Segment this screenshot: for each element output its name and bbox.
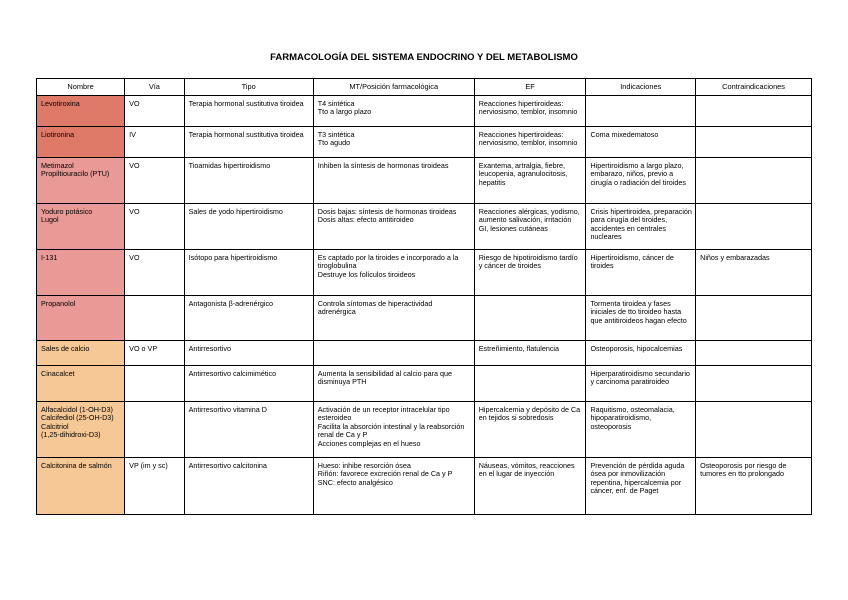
cell-indicaciones xyxy=(586,96,696,127)
cell-contraindicaciones xyxy=(696,127,812,158)
cell-nombre-line: I-131 xyxy=(41,253,58,262)
cell-nombre-line: Yoduro potásico xyxy=(41,207,93,216)
cell-ef-line: Hipercalcemia y depósito de Ca en tejidos si sobredosis xyxy=(478,405,581,423)
table-row xyxy=(37,341,812,366)
cell-ef-line: Estreñimiento, flatulencia xyxy=(478,344,560,353)
cell-via: VP (im y sc) xyxy=(125,458,184,515)
cell-indicaciones xyxy=(586,204,696,250)
cell-mt xyxy=(313,296,474,341)
cell-ef xyxy=(474,341,586,366)
cell-ef xyxy=(474,458,586,515)
cell-contraindicaciones: Osteoporosis por riesgo de tumores en tto prolongado xyxy=(696,458,812,515)
cell-nombre-line: Propiltiouracilo (PTU) xyxy=(41,169,110,179)
cell-via: VO o VP xyxy=(125,341,184,366)
cell-contraindicaciones xyxy=(696,158,812,204)
cell-indicaciones-line: Hiperparatiroidismo secundario y carcinoma paratiroideo xyxy=(590,369,690,387)
cell-contraindicaciones xyxy=(696,96,812,127)
cell-indicaciones xyxy=(586,458,696,515)
cell-contraindicaciones: Niños y embarazadas xyxy=(696,250,812,296)
cell-contraindicaciones xyxy=(696,366,812,402)
cell-ef xyxy=(474,250,586,296)
cell-nombre-line: Sales de calcio xyxy=(41,344,90,353)
header-mt: MT/Posición farmacológica xyxy=(313,79,474,96)
table-row xyxy=(37,296,812,341)
cell-ef-line: Exantema, artralgia, fiebre, leucopenia, agranulocitosis, hepatitis xyxy=(478,161,568,187)
cell-indicaciones xyxy=(586,250,696,296)
cell-mt-line: Dosis altas: efecto antitiroideo xyxy=(317,215,414,225)
table-row xyxy=(37,366,812,402)
cell-mt-line: Controla síntomas de hiperactividad adrenérgica xyxy=(317,299,433,317)
cell-indicaciones xyxy=(586,296,696,341)
cell-tipo-line: Antirresortivo xyxy=(188,344,231,353)
cell-indicaciones-line: Hipertiroidismo a largo plazo, embarazo, niños, previo a cirugía o radiación del tiroides xyxy=(590,161,686,187)
header-row xyxy=(37,79,812,96)
pharmacology-table xyxy=(36,78,812,515)
table-row xyxy=(37,127,812,158)
cell-tipo xyxy=(184,250,313,296)
cell-nombre-line: Lugol xyxy=(41,215,59,225)
cell-via: VO xyxy=(125,158,184,204)
cell-via: IV xyxy=(125,127,184,158)
cell-mt xyxy=(313,96,474,127)
cell-tipo xyxy=(184,341,313,366)
cell-mt xyxy=(313,250,474,296)
cell-tipo xyxy=(184,127,313,158)
cell-indicaciones-line: Osteoporosis, hipocalcemias xyxy=(590,344,683,353)
cell-mt-line: SNC: efecto analgésico xyxy=(317,477,393,487)
cell-ef xyxy=(474,204,586,250)
cell-mt-line: Acciones complejas en el hueso xyxy=(317,438,421,448)
cell-nombre-line: Alfacalcidol (1-OH-D3) xyxy=(41,405,113,414)
cell-mt-line: Tto agudo xyxy=(317,138,351,148)
header-indicaciones: Indicaciones xyxy=(586,79,696,96)
cell-ef xyxy=(474,296,586,341)
cell-mt-line: Inhiben la síntesis de hormonas tiroideas xyxy=(317,161,449,170)
cell-ef-line: Reacciones alérgicas, yodismo, aumento salivación, irritación GI, lesiones cutáneas xyxy=(478,207,580,233)
cell-indicaciones xyxy=(586,366,696,402)
cell-mt-line: T4 sintética xyxy=(317,99,355,108)
cell-tipo xyxy=(184,296,313,341)
cell-mt xyxy=(313,158,474,204)
cell-via: VO xyxy=(125,96,184,127)
cell-mt-line: Hueso: inhibe resorción ósea xyxy=(317,461,411,470)
header-via: Vía xyxy=(125,79,184,96)
cell-mt-line: Tto a largo plazo xyxy=(317,107,372,117)
cell-ef-line: Náuseas, vómitos, reacciones en el lugar de inyección xyxy=(478,461,575,479)
cell-nombre-line: Levotiroxina xyxy=(41,99,80,108)
cell-nombre xyxy=(37,96,125,127)
cell-mt xyxy=(313,402,474,458)
cell-mt xyxy=(313,458,474,515)
cell-tipo xyxy=(184,204,313,250)
cell-mt xyxy=(313,366,474,402)
cell-ef-line: Reacciones hipertiroideas: nerviosismo, temblor, insomnio xyxy=(478,130,578,148)
cell-indicaciones xyxy=(586,402,696,458)
cell-tipo-line: Isótopo para hipertiroidismo xyxy=(188,253,278,262)
cell-mt xyxy=(313,204,474,250)
header-ef: EF xyxy=(474,79,586,96)
cell-via: VO xyxy=(125,204,184,250)
cell-mt xyxy=(313,341,474,366)
cell-mt-line: Activación de un receptor intracelular tipo esteroideo xyxy=(317,405,450,423)
page-title: FARMACOLOGÍA DEL SISTEMA ENDOCRINO Y DEL METABOLISMO xyxy=(270,52,578,63)
cell-contraindicaciones xyxy=(696,204,812,250)
cell-nombre-line: (1,25-dihidroxi-D3) xyxy=(41,430,101,440)
cell-ef xyxy=(474,158,586,204)
cell-indicaciones xyxy=(586,127,696,158)
header-tipo: Tipo xyxy=(184,79,313,96)
cell-nombre xyxy=(37,341,125,366)
table-row xyxy=(37,158,812,204)
cell-tipo-line: Antagonista β-adrenérgico xyxy=(188,299,274,308)
cell-tipo-line: Antirresortivo vitamina D xyxy=(188,405,267,414)
cell-tipo-line: Antirresortivo calcimimético xyxy=(188,369,277,378)
cell-tipo xyxy=(184,458,313,515)
cell-ef xyxy=(474,402,586,458)
cell-indicaciones xyxy=(586,158,696,204)
cell-mt-line: Es captado por la tiroides e incorporado a la tiroglobulina xyxy=(317,253,459,271)
table-row xyxy=(37,402,812,458)
cell-nombre-line: Calcitriol xyxy=(41,421,69,431)
cell-nombre xyxy=(37,296,125,341)
cell-mt-line: Dosis bajas: síntesis de hormonas tiroideas xyxy=(317,207,457,216)
cell-mt-line: Destruye los folículos tiroideos xyxy=(317,269,416,279)
cell-indicaciones-line: Coma mixedematoso xyxy=(590,130,659,139)
table-row xyxy=(37,250,812,296)
cell-indicaciones xyxy=(586,341,696,366)
cell-mt xyxy=(313,127,474,158)
cell-nombre xyxy=(37,402,125,458)
cell-via: VO xyxy=(125,250,184,296)
cell-nombre xyxy=(37,366,125,402)
cell-tipo-line: Antirresortivo calcitonina xyxy=(188,461,267,470)
header-contraindicaciones: Contraindicaciones xyxy=(696,79,812,96)
table-row xyxy=(37,458,812,515)
cell-indicaciones-line: Crisis hipertiroidea, preparación para cirugía del tiroides, accidentes en centrales nucleares xyxy=(590,207,692,242)
cell-ef xyxy=(474,96,586,127)
cell-mt-line: Facilita la absorción intestinal y la reabsorción renal de Ca y P xyxy=(317,421,465,440)
table-row xyxy=(37,204,812,250)
cell-tipo xyxy=(184,402,313,458)
cell-nombre-line: Metimazol xyxy=(41,161,74,170)
header-nombre: Nombre xyxy=(37,79,125,96)
cell-nombre xyxy=(37,204,125,250)
cell-nombre-line: Propanolol xyxy=(41,299,76,308)
cell-tipo-line: Sales de yodo hipertiroidismo xyxy=(188,207,283,216)
cell-via xyxy=(125,296,184,341)
cell-nombre-line: Calcifediol (25-OH-D3) xyxy=(41,413,114,423)
cell-tipo-line: Tioamidas hipertiroidismo xyxy=(188,161,271,170)
cell-ef-line: Reacciones hipertiroideas: nerviosismo, temblor, insomnio xyxy=(478,99,578,117)
cell-mt-line: Aumenta la sensibilidad al calcio para que disminuya PTH xyxy=(317,369,453,387)
cell-contraindicaciones xyxy=(696,402,812,458)
cell-tipo-line: Terapia hormonal sustitutiva tiroidea xyxy=(188,99,304,108)
cell-nombre xyxy=(37,158,125,204)
cell-tipo xyxy=(184,158,313,204)
cell-nombre-line: Liotironina xyxy=(41,130,75,139)
cell-tipo xyxy=(184,366,313,402)
cell-mt-line: T3 sintética xyxy=(317,130,355,139)
cell-indicaciones-line: Tormenta tiroidea y fases iniciales de tto tiroideo hasta que antitiroideos hagan efecto xyxy=(590,299,687,325)
cell-contraindicaciones xyxy=(696,341,812,366)
cell-nombre xyxy=(37,458,125,515)
table-row xyxy=(37,96,812,127)
cell-indicaciones-line: Hipertiroidismo, cáncer de tiroides xyxy=(590,253,674,271)
cell-tipo-line: Terapia hormonal sustitutiva tiroidea xyxy=(188,130,304,139)
cell-nombre-line: Cinacalcet xyxy=(41,369,75,378)
cell-nombre-line: Calcitonina de salmón xyxy=(41,461,112,470)
cell-nombre xyxy=(37,127,125,158)
cell-contraindicaciones xyxy=(696,296,812,341)
cell-tipo xyxy=(184,96,313,127)
cell-via xyxy=(125,366,184,402)
cell-ef-line: Riesgo de hipotiroidismo tardío y cáncer de tiroides xyxy=(478,253,578,271)
cell-via xyxy=(125,402,184,458)
cell-ef xyxy=(474,366,586,402)
cell-ef xyxy=(474,127,586,158)
cell-indicaciones-line: Prevención de pérdida aguda ósea por inmovilización repentina, hipercalcemia por cáncer, enf. de Paget xyxy=(590,461,685,496)
cell-mt-line: Riñón: favorece excreción renal de Ca y P xyxy=(317,469,453,479)
cell-nombre xyxy=(37,250,125,296)
cell-indicaciones-line: Raquitismo, osteomalacia, hipoparatiroidismo, osteoporosis xyxy=(590,405,675,431)
